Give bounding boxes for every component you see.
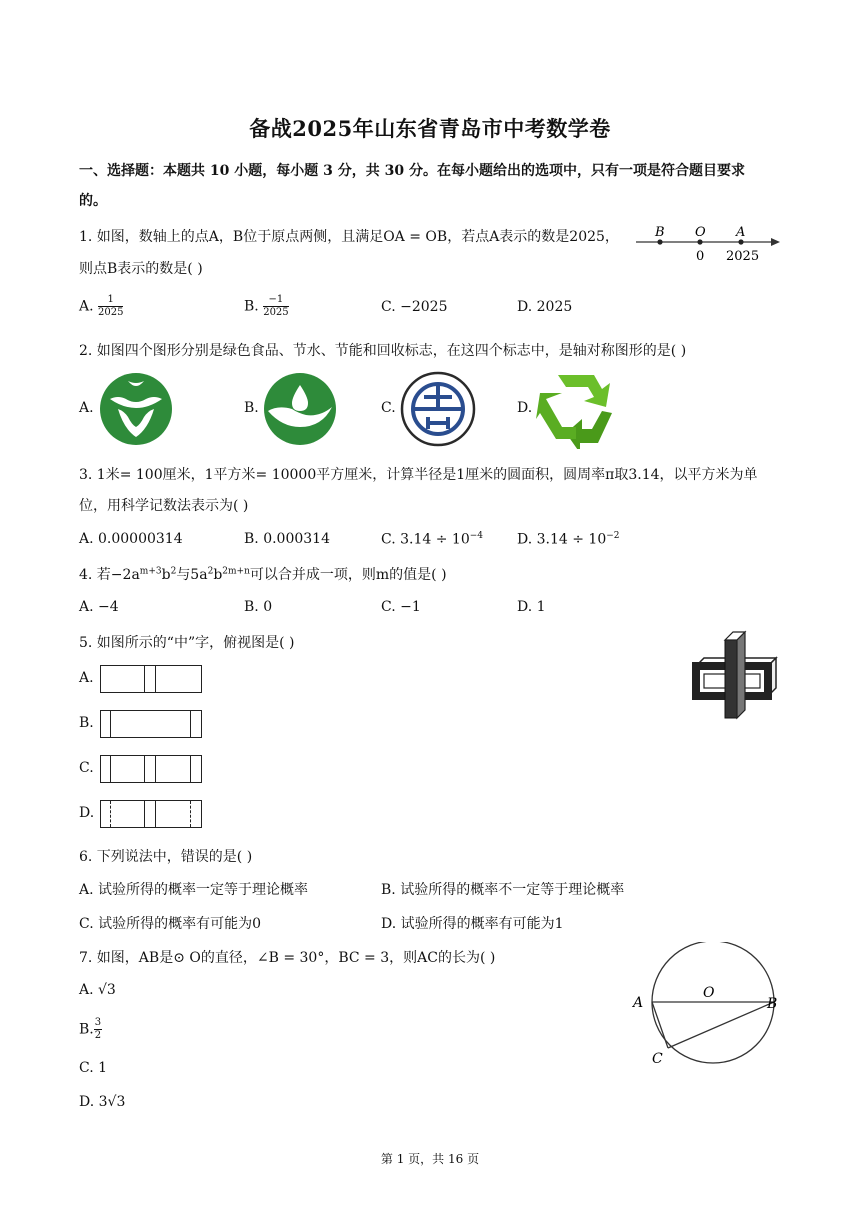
q7-option-b	[79, 1017, 102, 1042]
q7-option-d: D. 3√3	[79, 1094, 126, 1110]
q5-option-b-figure	[100, 710, 202, 738]
value-zero: 0	[696, 249, 705, 264]
page-footer: 第 1 页，共 16 页	[380, 1152, 480, 1166]
q4-text	[79, 564, 447, 584]
q4-exp1: m+3	[139, 566, 162, 577]
q1-text-line1: 1. 如图，数轴上的点A，B位于原点两侧，且满足OA = OB，若点A表示的数是2025，	[79, 229, 619, 245]
q4-mid3: b	[213, 567, 223, 583]
chord-ac	[652, 1002, 668, 1048]
page-title: 备战2025年山东省青岛市中考数学卷	[249, 116, 611, 141]
q4-prefix: 4. 若−2a	[79, 567, 140, 583]
q2-label-d: D.	[517, 400, 533, 416]
label-o: O	[703, 985, 715, 1001]
q4-exp2: 2	[170, 566, 177, 577]
label-a: A	[633, 995, 644, 1011]
q1-text-line2: 则点B表示的数是( )	[79, 261, 203, 277]
q5-option-a-figure	[100, 665, 202, 693]
q4-exp4: 2m+n	[222, 566, 250, 577]
zhong-3d-figure	[692, 630, 782, 722]
q4-mid1: b	[161, 567, 171, 583]
q4-option-c: C. −1	[381, 599, 421, 615]
green-food-logo-icon	[98, 371, 174, 447]
q4-option-a: A. −4	[79, 599, 119, 615]
q4-suffix: 可以合并成一项，则m的值是( )	[249, 567, 447, 583]
q6-option-c: C. 试验所得的概率有可能为0	[79, 916, 262, 932]
recycle-logo-icon	[536, 369, 622, 449]
q1-option-b	[244, 294, 289, 319]
q6-text: 6. 下列说法中，错误的是( )	[79, 849, 253, 865]
q1-option-a	[79, 294, 123, 319]
q1-option-d: D. 2025	[517, 299, 573, 315]
q3-option-c	[381, 531, 483, 548]
water-saving-logo-icon	[262, 371, 338, 447]
q5-option-c-figure	[100, 755, 202, 783]
label-b: B	[767, 996, 778, 1012]
point-o	[697, 239, 702, 244]
q5-label-a: A.	[79, 670, 94, 686]
q3-option-a: A. 0.00000314	[79, 531, 183, 547]
q2-label-b: B.	[244, 400, 259, 416]
q2-label-c: C.	[381, 400, 396, 416]
energy-saving-logo-icon	[400, 371, 476, 447]
denominator: 2	[94, 1030, 102, 1041]
q3-text-line1: 3. 1米= 100厘米，1平方米= 10000平方厘米，计算半径是1厘米的圆面积，圆周率π取3.14，以平方米为单	[79, 467, 758, 483]
q6-option-d: D. 试验所得的概率有可能为1	[381, 916, 564, 932]
q7-text: 7. 如图，AB是⊙ O的直径，∠B = 30°，BC = 3，则AC的长为( )	[79, 950, 496, 966]
label-o: O	[695, 225, 706, 240]
option-b-prefix: B.	[244, 298, 259, 315]
fraction	[98, 294, 123, 319]
point-b	[657, 239, 662, 244]
option-d-base: D. 3.14 ÷ 10	[517, 531, 607, 548]
point-a	[738, 239, 743, 244]
q7-option-a: A. √3	[79, 982, 116, 998]
q3-text-line2: 位，用科学记数法表示为( )	[79, 498, 249, 514]
q5-label-d: D.	[79, 805, 95, 821]
value-2025: 2025	[726, 249, 760, 264]
section-heading-line2: 的。	[79, 193, 107, 209]
q5-option-d-figure	[100, 800, 202, 828]
section-heading-line1: 一、选择题：本题共 10 小题，每小题 3 分，共 30 分。在每小题给出的选项中，只有一项是符合题目要求	[79, 163, 745, 179]
label-a: A	[736, 225, 746, 240]
numerator: 3	[94, 1017, 102, 1028]
numerator: 1	[98, 294, 123, 307]
arrow-icon	[771, 238, 780, 246]
label-b: B	[655, 225, 665, 240]
q4-option-d: D. 1	[517, 599, 546, 615]
q5-label-b: B.	[79, 715, 94, 731]
q4-exp3: 2	[207, 566, 214, 577]
q2-text: 2. 如图四个图形分别是绿色食品、节水、节能和回收标志，在这四个标志中，是轴对称图形的是( )	[79, 343, 687, 359]
option-c-base: C. 3.14 ÷ 10	[381, 531, 470, 548]
option-d-exponent: −2	[606, 531, 620, 541]
option-c-exponent: −4	[469, 531, 484, 541]
q2-label-a: A.	[79, 400, 94, 416]
q4-option-b: B. 0	[244, 599, 273, 615]
circle-geometry-figure	[625, 942, 785, 1072]
q5-text: 5. 如图所示的“中”字，俯视图是( )	[79, 635, 295, 651]
q1-option-c: C. −2025	[381, 299, 448, 315]
numerator: −1	[263, 294, 288, 307]
q7-option-c: C. 1	[79, 1060, 108, 1076]
option-b-prefix: B.	[79, 1021, 94, 1038]
fraction	[94, 1017, 102, 1042]
denominator: 2025	[98, 307, 124, 318]
denominator: 2025	[263, 307, 289, 318]
option-a-prefix: A.	[79, 298, 94, 315]
fraction	[263, 294, 288, 319]
number-line-figure	[630, 218, 785, 268]
chord-bc	[668, 1002, 774, 1048]
label-c: C	[652, 1051, 663, 1067]
q6-option-a: A. 试验所得的概率一定等于理论概率	[79, 882, 309, 898]
q3-option-b: B. 0.000314	[244, 531, 330, 547]
q3-option-d	[517, 531, 620, 548]
q6-option-b: B. 试验所得的概率不一定等于理论概率	[381, 882, 625, 898]
q5-label-c: C.	[79, 760, 94, 776]
q4-mid2: 与5a	[176, 567, 208, 583]
